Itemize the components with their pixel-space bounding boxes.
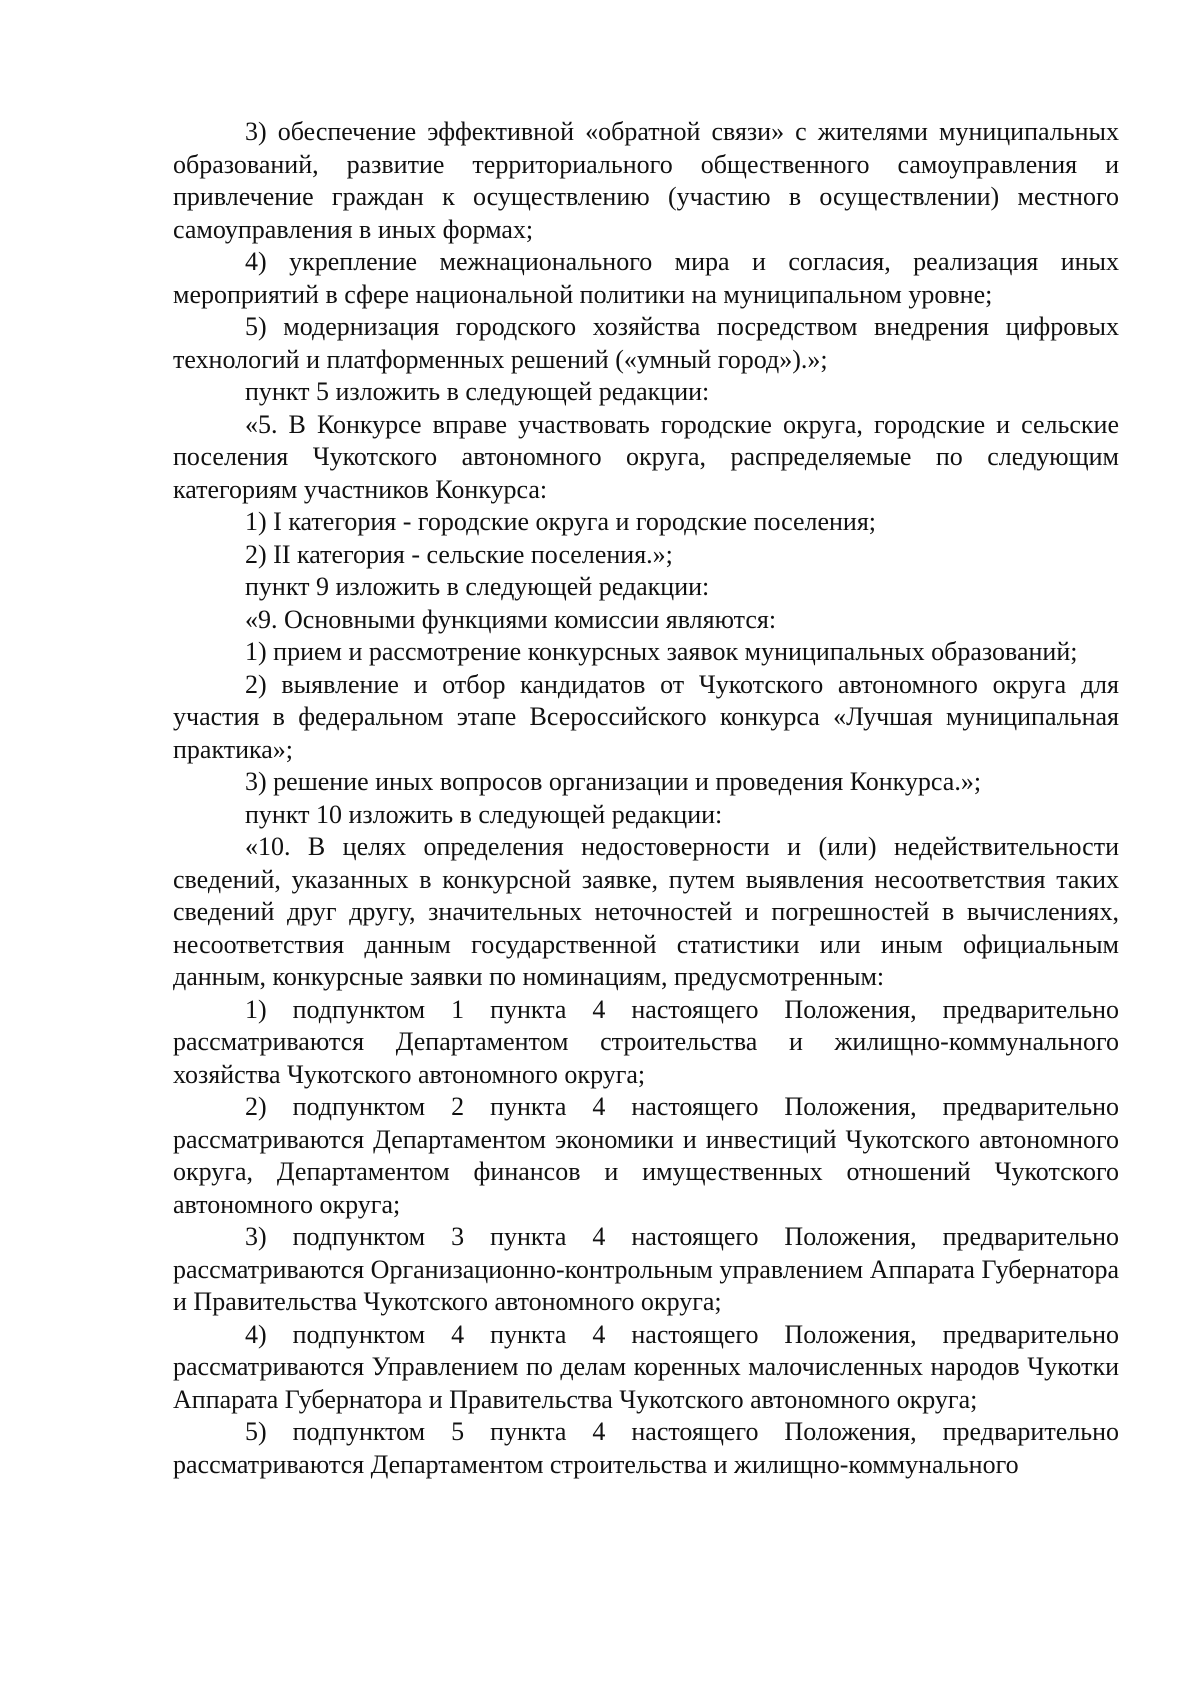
paragraph-amend-point-9: пункт 9 изложить в следующей редакции: bbox=[245, 572, 710, 601]
paragraph-function-1: 1) прием и рассмотрение конкурсных заявок муниципальных образований; bbox=[245, 637, 1078, 666]
paragraph-amend-point-5: пункт 5 изложить в следующей редакции: bbox=[245, 377, 710, 406]
paragraph-item-4: 4) укрепление межнационального мира и согласия, реализация иных мероприятий в сфере национальной политики на муниципальном уровне; bbox=[173, 247, 1119, 309]
paragraph-item-3: 3) обеспечение эффективной «обратной связи» с жителями муниципальных образований, развитие территориального общественного самоуправления и привлечение граждан к осуществлению (участию в осуществлении) местного самоуправления в иных формах; bbox=[173, 117, 1119, 244]
paragraph-function-3: 3) решение иных вопросов организации и проведения Конкурса.»; bbox=[245, 767, 982, 796]
document-page bbox=[173, 116, 1119, 1481]
paragraph-point-9-text: «9. Основными функциями комиссии являются: bbox=[245, 604, 777, 634]
paragraph-item-5: 5) модернизация городского хозяйства посредством внедрения цифровых технологий и платформенных решений («умный город»).»; bbox=[173, 312, 1119, 374]
paragraph-point-10-text: «10. В целях определения недостоверности и (или) недействительности сведений, указанных в конкурсной заявке, путем выявления несоответствия таких сведений друг другу, значительных неточностей и погрешностей в вычислениях, несоответствия данным государственной статистики или иным официальным данным, конкурсные заявки по номинациям, предусмотренным: bbox=[173, 832, 1119, 991]
paragraph-subpoint-4: 4) подпунктом 4 пункта 4 настоящего Положения, предварительно рассматриваются Управлением по делам коренных малочисленных народов Чукотки Аппарата Губернатора и Правительства Чукотского автономного округа; bbox=[173, 1319, 1119, 1414]
paragraph-subpoint-5: 5) подпунктом 5 пункта 4 настоящего Положения, предварительно рассматриваются Департаментом строительства и жилищно-коммунального bbox=[173, 1417, 1119, 1479]
paragraph-category-1: 1) I категория - городские округа и городские поселения; bbox=[245, 507, 877, 536]
paragraph-point-5-text: «5. В Конкурсе вправе участвовать городские округа, городские и сельские поселения Чукотского автономного округа, распределяемые по следующим категориям участников Конкурса: bbox=[173, 409, 1119, 504]
paragraph-function-2: 2) выявление и отбор кандидатов от Чукотского автономного округа для участия в федеральном этапе Всероссийского конкурса «Лучшая муниципальная практика»; bbox=[173, 669, 1119, 764]
paragraph-amend-point-10: пункт 10 изложить в следующей редакции: bbox=[245, 799, 723, 829]
paragraph-category-2: 2) II категория - сельские поселения.»; bbox=[245, 539, 673, 569]
paragraph-subpoint-3: 3) подпунктом 3 пункта 4 настоящего Положения, предварительно рассматриваются Организационно-контрольным управлением Аппарата Губернатора и Правительства Чукотского автономного округа; bbox=[173, 1222, 1119, 1316]
paragraph-subpoint-1: 1) подпунктом 1 пункта 4 настоящего Положения, предварительно рассматриваются Департаментом строительства и жилищно-коммунального хозяйства Чукотского автономного округа; bbox=[173, 994, 1119, 1089]
paragraph-subpoint-2: 2) подпунктом 2 пункта 4 настоящего Положения, предварительно рассматриваются Департаментом экономики и инвестиций Чукотского автономного округа, Департаментом финансов и имущественных отношений Чукотского автономного округа; bbox=[173, 1092, 1119, 1219]
